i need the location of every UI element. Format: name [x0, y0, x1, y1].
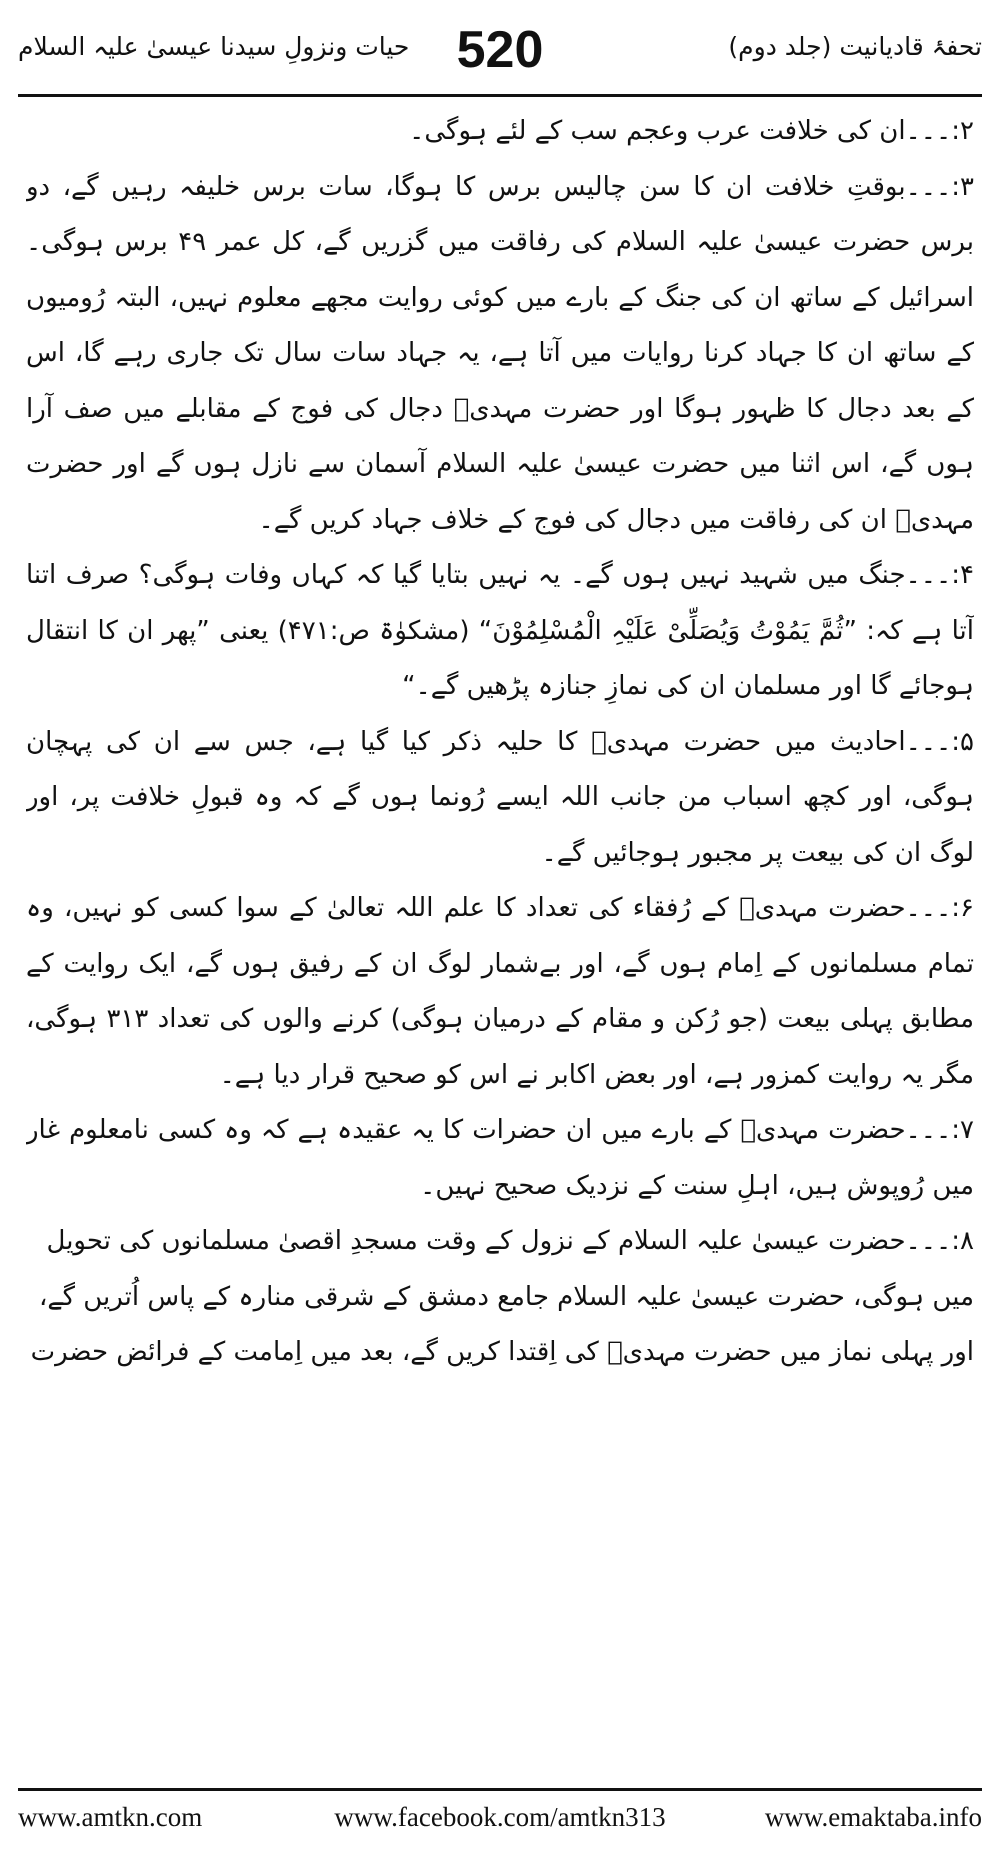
paragraph-3: ۳:۔۔۔بوقتِ خلافت ان کا سن چالیس برس کا ہوگا، سات برس خلیفہ رہیں گے، دو برس حضرت عیسیٰ علیہ السلام کی رفاقت میں گزریں گے، کل عمر ۴۹ برس ہوگی۔ اسرائیل کے ساتھ ان کی جنگ کے بارے میں کوئی روایت مجھے معلوم نہیں، البتہ رُومیوں کے ساتھ ان کا جہاد کرنا روایات میں آتا ہے، یہ جہاد سات سال تک جاری رہے گا، اس کے بعد دجال کا ظہور ہوگا اور حضرت مہدیؓ دجال کی فوج کے مقابلے میں صف آرا ہوں گے، اس اثنا میں حضرت عیسیٰ علیہ السلام آسمان سے نازل ہوں گے اور حضرت مہدیؓ ان کی رفاقت میں دجال کی فوج کے خلاف جہاد کریں گے۔ [26, 171, 974, 535]
paragraph-2: ۲:۔۔۔ان کی خلافت عرب وعجم سب کے لئے ہوگی۔ [409, 116, 974, 146]
book-title: تحفۂ قادیانیت (جلد دوم) [728, 32, 982, 61]
paragraph-6: ۶:۔۔۔حضرت مہدیؓ کے رُفقاء کی تعداد کا علم اللہ تعالیٰ کے سوا کسی کو نہیں، وہ تمام مسلمانوں کے اِمام ہوں گے، اور بےشمار لوگ ان کے رفیق ہوں گے، ایک روایت کے مطابق پہلی بیعت (جو رُکن و مقام کے درمیان ہوگی) کرنے والوں کی تعداد ۳۱۳ ہوگی، مگر یہ روایت کمزور ہے، اور بعض اکابر نے اس کو صحیح قرار دیا ہے۔ [26, 893, 974, 1090]
header-rule [18, 94, 982, 97]
paragraph-5: ۵:۔۔۔احادیث میں حضرت مہدیؓ کا حلیہ ذکر کیا گیا ہے، جس سے ان کی پہچان ہوگی، اور کچھ اسباب من جانب اللہ ایسے رُونما ہوں گے کہ وہ قبولِ خلافت پر، اور لوگ ان کی بیعت پر مجبور ہوجائیں گے۔ [26, 726, 974, 868]
paragraph-7: ۷:۔۔۔حضرت مہدیؓ کے بارے میں ان حضرات کا یہ عقیدہ ہے کہ وہ کسی نامعلوم غار میں رُوپوش ہیں، اہلِ سنت کے نزدیک صحیح نہیں۔ [26, 1115, 974, 1201]
paragraph-8: ۸:۔۔۔حضرت عیسیٰ علیہ السلام کے نزول کے وقت مسجدِ اقصیٰ مسلمانوں کی تحویل میں ہوگی، حضرت عیسیٰ علیہ السلام جامع دمشق کے شرقی منارہ کے پاس اُتریں گے، اور پہلی نماز میں حضرت مہدیؓ کی اِقتدا کریں گے، بعد میں اِمامت کے فرائض حضرت [30, 1226, 974, 1367]
footer-link-emaktaba[interactable]: www.emaktaba.info [764, 1802, 982, 1832]
paragraph-4: ۴:۔۔۔جنگ میں شہید نہیں ہوں گے۔ یہ نہیں بتایا گیا کہ کہاں وفات ہوگی؟ صرف اتنا آتا ہے کہ: ”ثُمَّ یَمُوْتُ وَیُصَلِّیْ عَلَیْہِ الْمُسْلِمُوْنَ“ (مشکوٰۃ ص:۴۷۱) یعنی ”پھر ان کا انتقال ہوجائے گا اور مسلمان ان کی نمازِ جنازہ پڑھیں گے۔“ [26, 560, 974, 701]
footer-rule [18, 1788, 982, 1791]
footer-link-facebook[interactable]: www.facebook.com/amtkn313 [334, 1802, 666, 1832]
page-header [18, 18, 982, 90]
footer-link-amtkn[interactable]: www.amtkn.com [18, 1802, 203, 1832]
page-number: 520 [456, 21, 544, 79]
page-body-text [26, 104, 974, 1764]
page-footer [18, 1802, 982, 1838]
chapter-title: حیات ونزولِ سیدنا عیسیٰ علیہ السلام [18, 32, 410, 61]
